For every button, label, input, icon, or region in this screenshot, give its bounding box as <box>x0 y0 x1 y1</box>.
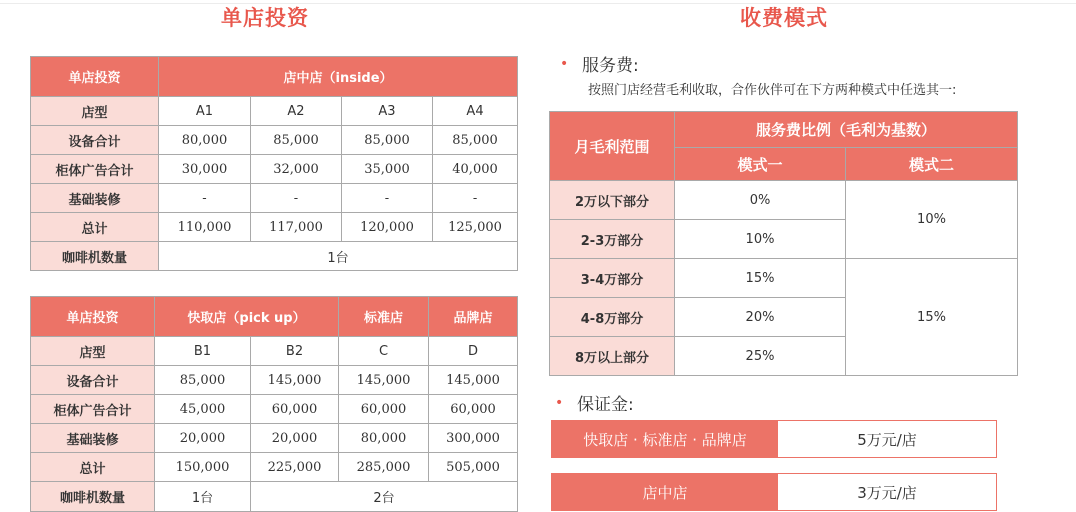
header-cell: 模式二 <box>846 148 1018 181</box>
table-cell: 145,000 <box>429 366 518 395</box>
table-cell: 32,000 <box>251 155 342 184</box>
deposit-label: 保证金: <box>577 395 634 415</box>
row-label: 设备合计 <box>31 126 159 155</box>
service-fee-bullet <box>560 51 639 76</box>
deposit-store-types: 店中店 <box>552 474 778 510</box>
table-cell: B2 <box>251 337 339 366</box>
deposit-amount: 5万元/店 <box>778 421 996 457</box>
top-divider <box>0 3 1076 4</box>
deposit-bullet <box>555 390 634 415</box>
table-row <box>31 424 518 453</box>
row-label: 柜体广告合计 <box>31 155 159 184</box>
table-cell: 225,000 <box>251 453 339 482</box>
table-cell: 285,000 <box>339 453 429 482</box>
row-label: 4-8万部分 <box>550 298 675 337</box>
table-cell: - <box>342 184 433 213</box>
table-row <box>31 126 518 155</box>
table-row <box>31 453 518 482</box>
table-cell: 300,000 <box>429 424 518 453</box>
row-label: 3-4万部分 <box>550 259 675 298</box>
table-cell: 125,000 <box>433 213 518 242</box>
table-cell: 60,000 <box>251 395 339 424</box>
row-label: 2-3万部分 <box>550 220 675 259</box>
table-row <box>550 259 1018 298</box>
table-cell: - <box>251 184 342 213</box>
table-cell: 2台 <box>251 482 518 512</box>
table-row <box>550 181 1018 220</box>
row-label: 柜体广告合计 <box>31 395 155 424</box>
header-cell: 快取店（pick up） <box>155 297 339 337</box>
table-cell: 20,000 <box>155 424 251 453</box>
row-label: 总计 <box>31 453 155 482</box>
fee-model-title: 收费模式 <box>740 6 828 30</box>
table-cell: A3 <box>342 97 433 126</box>
row-label: 店型 <box>31 337 155 366</box>
table-cell: 10% <box>846 181 1018 259</box>
table-cell: 85,000 <box>251 126 342 155</box>
table-cell: 35,000 <box>342 155 433 184</box>
table-cell: 145,000 <box>339 366 429 395</box>
row-label: 基础装修 <box>31 424 155 453</box>
row-label: 设备合计 <box>31 366 155 395</box>
bullet-dot-icon: • <box>555 394 564 411</box>
row-label: 店型 <box>31 97 159 126</box>
deposit-row <box>551 420 997 458</box>
table-cell: A1 <box>159 97 251 126</box>
row-label: 总计 <box>31 213 159 242</box>
deposit-row <box>551 473 997 511</box>
table-cell: 505,000 <box>429 453 518 482</box>
table-cell: 10% <box>675 220 846 259</box>
header-cell: 服务费比例（毛利为基数） <box>675 112 1018 148</box>
service-fee-label: 服务费: <box>582 56 639 76</box>
service-fee-description: 按照门店经营毛利收取，合作伙伴可在下方两种模式中任选其一: <box>588 83 957 98</box>
table-header-row <box>550 112 1018 148</box>
table-cell: 145,000 <box>251 366 339 395</box>
table-cell: 85,000 <box>342 126 433 155</box>
table-cell: 30,000 <box>159 155 251 184</box>
table-row <box>31 395 518 424</box>
header-cell: 模式一 <box>675 148 846 181</box>
table-cell: 60,000 <box>339 395 429 424</box>
table-cell: 150,000 <box>155 453 251 482</box>
header-cell: 单店投资 <box>31 297 155 337</box>
table-cell: 20,000 <box>251 424 339 453</box>
table-row <box>31 366 518 395</box>
row-label: 咖啡机数量 <box>31 242 159 271</box>
table-cell: 0% <box>675 181 846 220</box>
header-cell: 店中店（inside） <box>159 57 518 97</box>
table-cell: 15% <box>846 259 1018 376</box>
table-cell: 20% <box>675 298 846 337</box>
bullet-dot-icon: • <box>560 55 569 72</box>
table-cell: 1台 <box>155 482 251 512</box>
row-label: 咖啡机数量 <box>31 482 155 512</box>
table-row <box>31 242 518 271</box>
table-row <box>31 213 518 242</box>
table-cell: A2 <box>251 97 342 126</box>
table-cell: 80,000 <box>339 424 429 453</box>
table-cell: 85,000 <box>433 126 518 155</box>
header-cell: 月毛利范围 <box>550 112 675 181</box>
table-row <box>31 337 518 366</box>
table-row <box>31 97 518 126</box>
table-cell: - <box>433 184 518 213</box>
table-cell: - <box>159 184 251 213</box>
deposit-amount: 3万元/店 <box>778 474 996 510</box>
table-cell: 40,000 <box>433 155 518 184</box>
table-cell: 15% <box>675 259 846 298</box>
pickup-investment-table <box>30 296 518 512</box>
table-cell: 117,000 <box>251 213 342 242</box>
table-cell: A4 <box>433 97 518 126</box>
table-cell: 25% <box>675 337 846 376</box>
table-cell: 120,000 <box>342 213 433 242</box>
table-cell: B1 <box>155 337 251 366</box>
table-cell: C <box>339 337 429 366</box>
table-cell: 80,000 <box>159 126 251 155</box>
table-cell: 60,000 <box>429 395 518 424</box>
table-cell: 45,000 <box>155 395 251 424</box>
table-header-row <box>31 57 518 97</box>
table-cell: D <box>429 337 518 366</box>
inside-investment-table <box>30 56 518 271</box>
table-row <box>31 155 518 184</box>
row-label: 8万以上部分 <box>550 337 675 376</box>
table-cell: 110,000 <box>159 213 251 242</box>
row-label: 基础装修 <box>31 184 159 213</box>
investment-title: 单店投资 <box>221 6 309 30</box>
table-cell: 1台 <box>159 242 518 271</box>
table-header-row <box>31 297 518 337</box>
table-cell: 85,000 <box>155 366 251 395</box>
header-cell: 品牌店 <box>429 297 518 337</box>
row-label: 2万以下部分 <box>550 181 675 220</box>
service-fee-table <box>549 111 1018 376</box>
deposit-store-types: 快取店 · 标准店 · 品牌店 <box>552 421 778 457</box>
table-row <box>31 184 518 213</box>
header-cell: 标准店 <box>339 297 429 337</box>
header-cell: 单店投资 <box>31 57 159 97</box>
